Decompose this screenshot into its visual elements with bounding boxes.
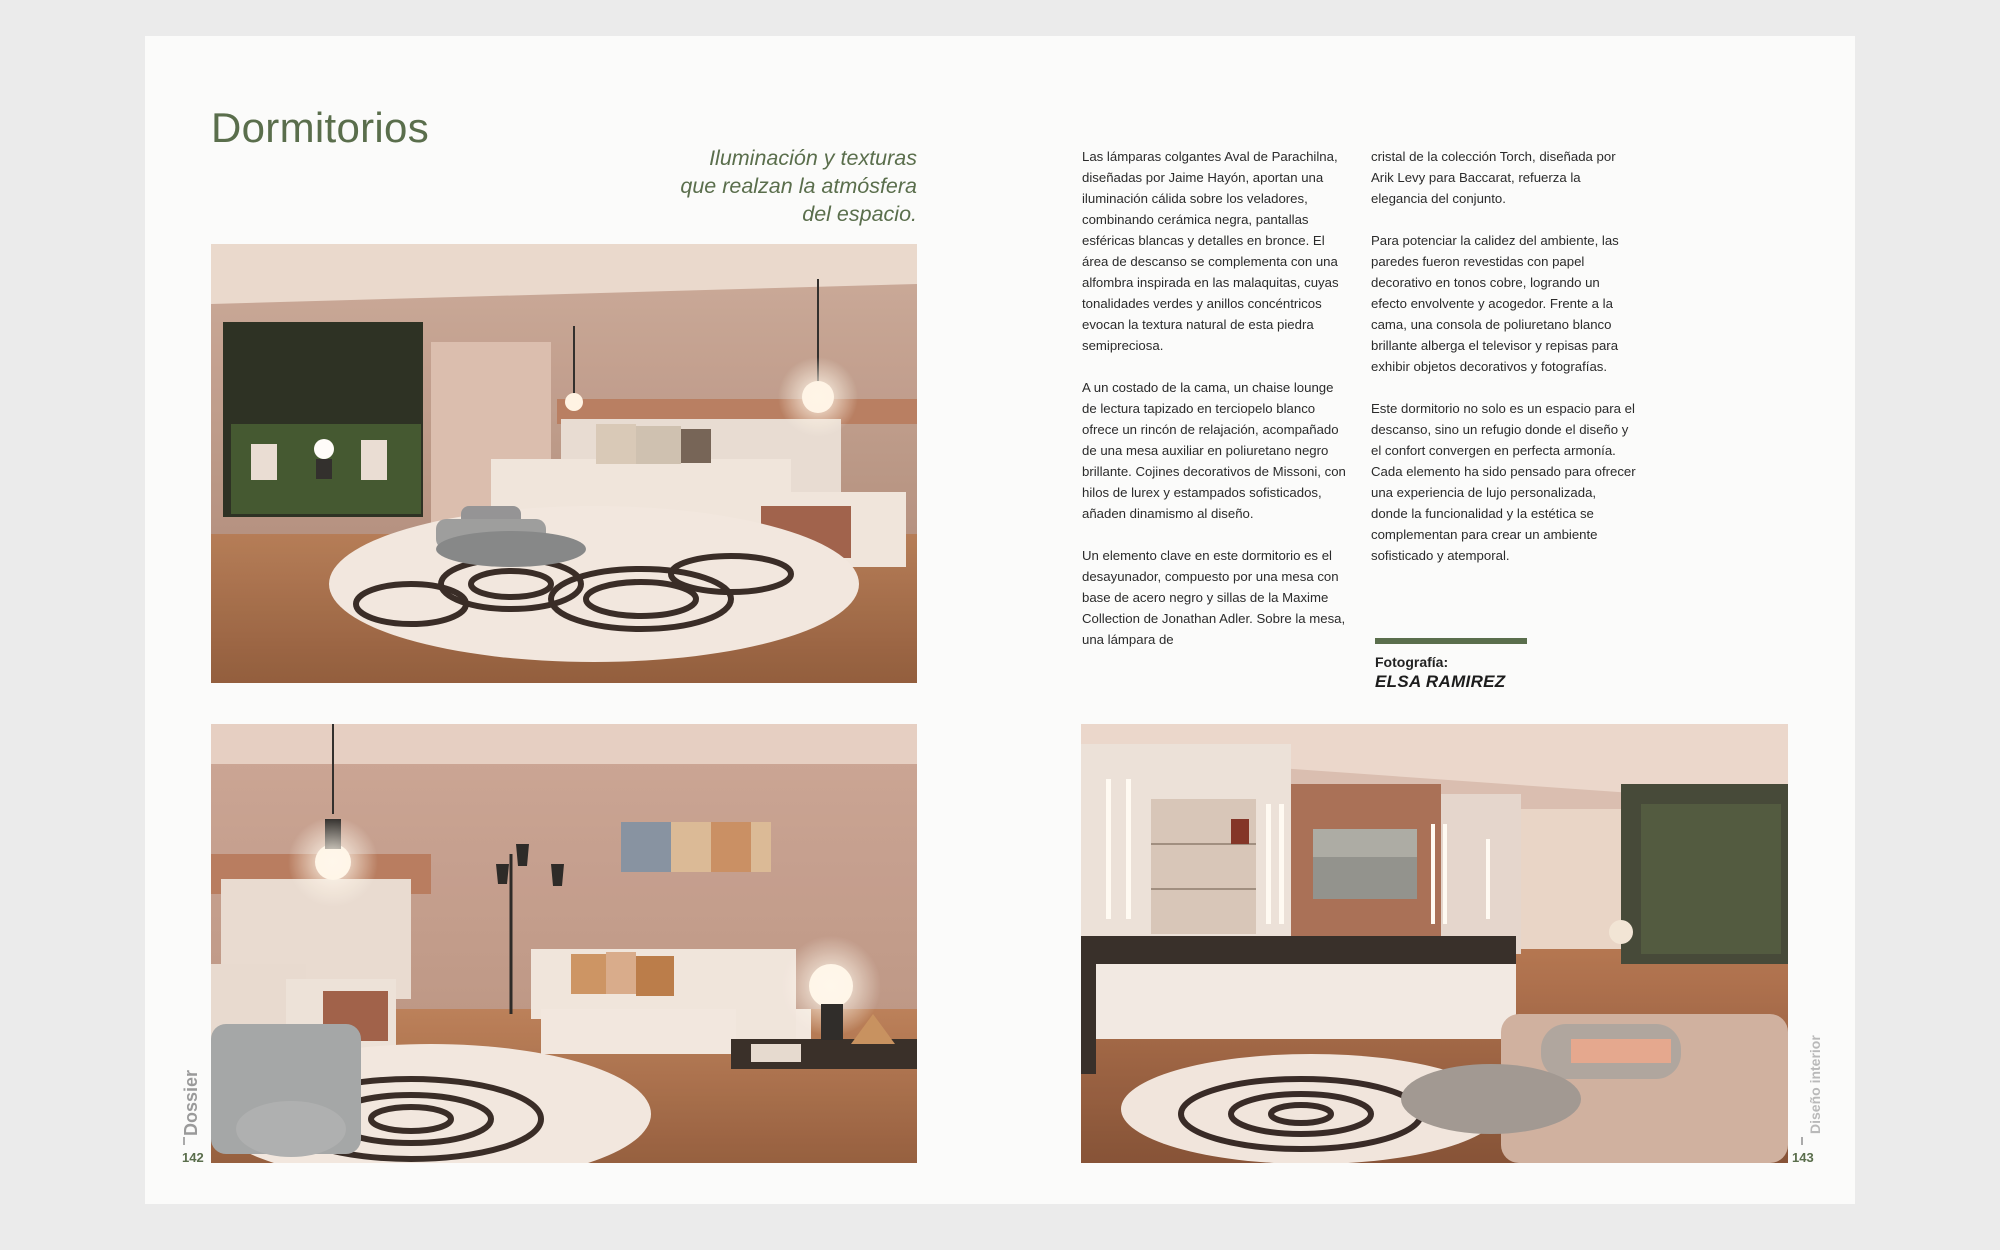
photographer-name: ELSA RAMIREZ <box>1375 672 1506 691</box>
sitting-area-photo <box>211 724 917 1163</box>
paragraph: Un elemento clave en este dormitorio es el desayunador, compuesto por una mesa con base de acero negro y sillas de la Maxime Collection de Jonathan Adler. Sobre la mesa, una lámpara de <box>1082 548 1346 647</box>
photo-credit <box>1375 638 1527 692</box>
subtitle <box>497 144 917 228</box>
footer-rule-left <box>183 1137 185 1145</box>
credit-rule <box>1375 638 1527 644</box>
page-title: Dormitorios <box>211 104 429 152</box>
bedroom-photo <box>211 244 917 683</box>
subtitle-line: del espacio. <box>802 202 917 226</box>
paragraph: A un costado de la cama, un chaise lounge de lectura tapizado en terciopelo blanco ofrece un rincón de relajación, acompañado de una mesa auxiliar en poliuretano negro brillante. Cojines decorativos de Missoni, con hilos de lurex y estampados sofisticados, añaden dinamismo al diseño. <box>1082 380 1346 521</box>
paragraph: Este dormitorio no solo es un espacio para el descanso, sino un refugio donde el diseño y el confort convergen en perfecta armonía. Cada elemento ha sido pensado para ofrecer una experiencia de lujo personalizada, donde la funcionalidad y la estética se complementan para crear un ambiente sofisticado y atemporal. <box>1371 401 1636 563</box>
tv-console-photo <box>1081 724 1788 1163</box>
section-label-right: Diseño interior <box>1807 1035 1823 1134</box>
page-number-right: 143 <box>1792 1150 1814 1165</box>
subtitle-line: que realzan la atmósfera <box>680 174 917 198</box>
paragraph: cristal de la colección Torch, diseñada por Arik Levy para Baccarat, refuerza la elegancia del conjunto. <box>1371 149 1616 206</box>
paragraph: Para potenciar la calidez del ambiente, las paredes fueron revestidas con papel decorativo en tonos cobre, logrando un efecto envolvente y acogedor. Frente a la cama, una consola de poliuretano blanco brillante alberga el televisor y repisas para exhibir objetos decorativos y fotografías. <box>1371 233 1619 374</box>
article-column-right <box>1371 146 1636 587</box>
subtitle-line: Iluminación y texturas <box>709 146 917 170</box>
page-number-left: 142 <box>182 1150 204 1165</box>
section-label-left: Dossier <box>181 1069 201 1136</box>
article-column-left <box>1082 146 1347 671</box>
credit-label: Fotografía: <box>1375 654 1449 670</box>
footer-rule-right <box>1801 1137 1803 1145</box>
paragraph: Las lámparas colgantes Aval de Parachilna, diseñadas por Jaime Hayón, aportan una iluminación cálida sobre los veladores, combinando cerámica negra, pantallas esféricas blancas y detalles en bronce. El área de descanso se complementa con una alfombra inspirada en las malaquitas, cuyas tonalidades verdes y anillos concéntricos evocan la textura natural de esta piedra semipreciosa. <box>1082 149 1339 353</box>
magazine-spread <box>145 36 1855 1204</box>
